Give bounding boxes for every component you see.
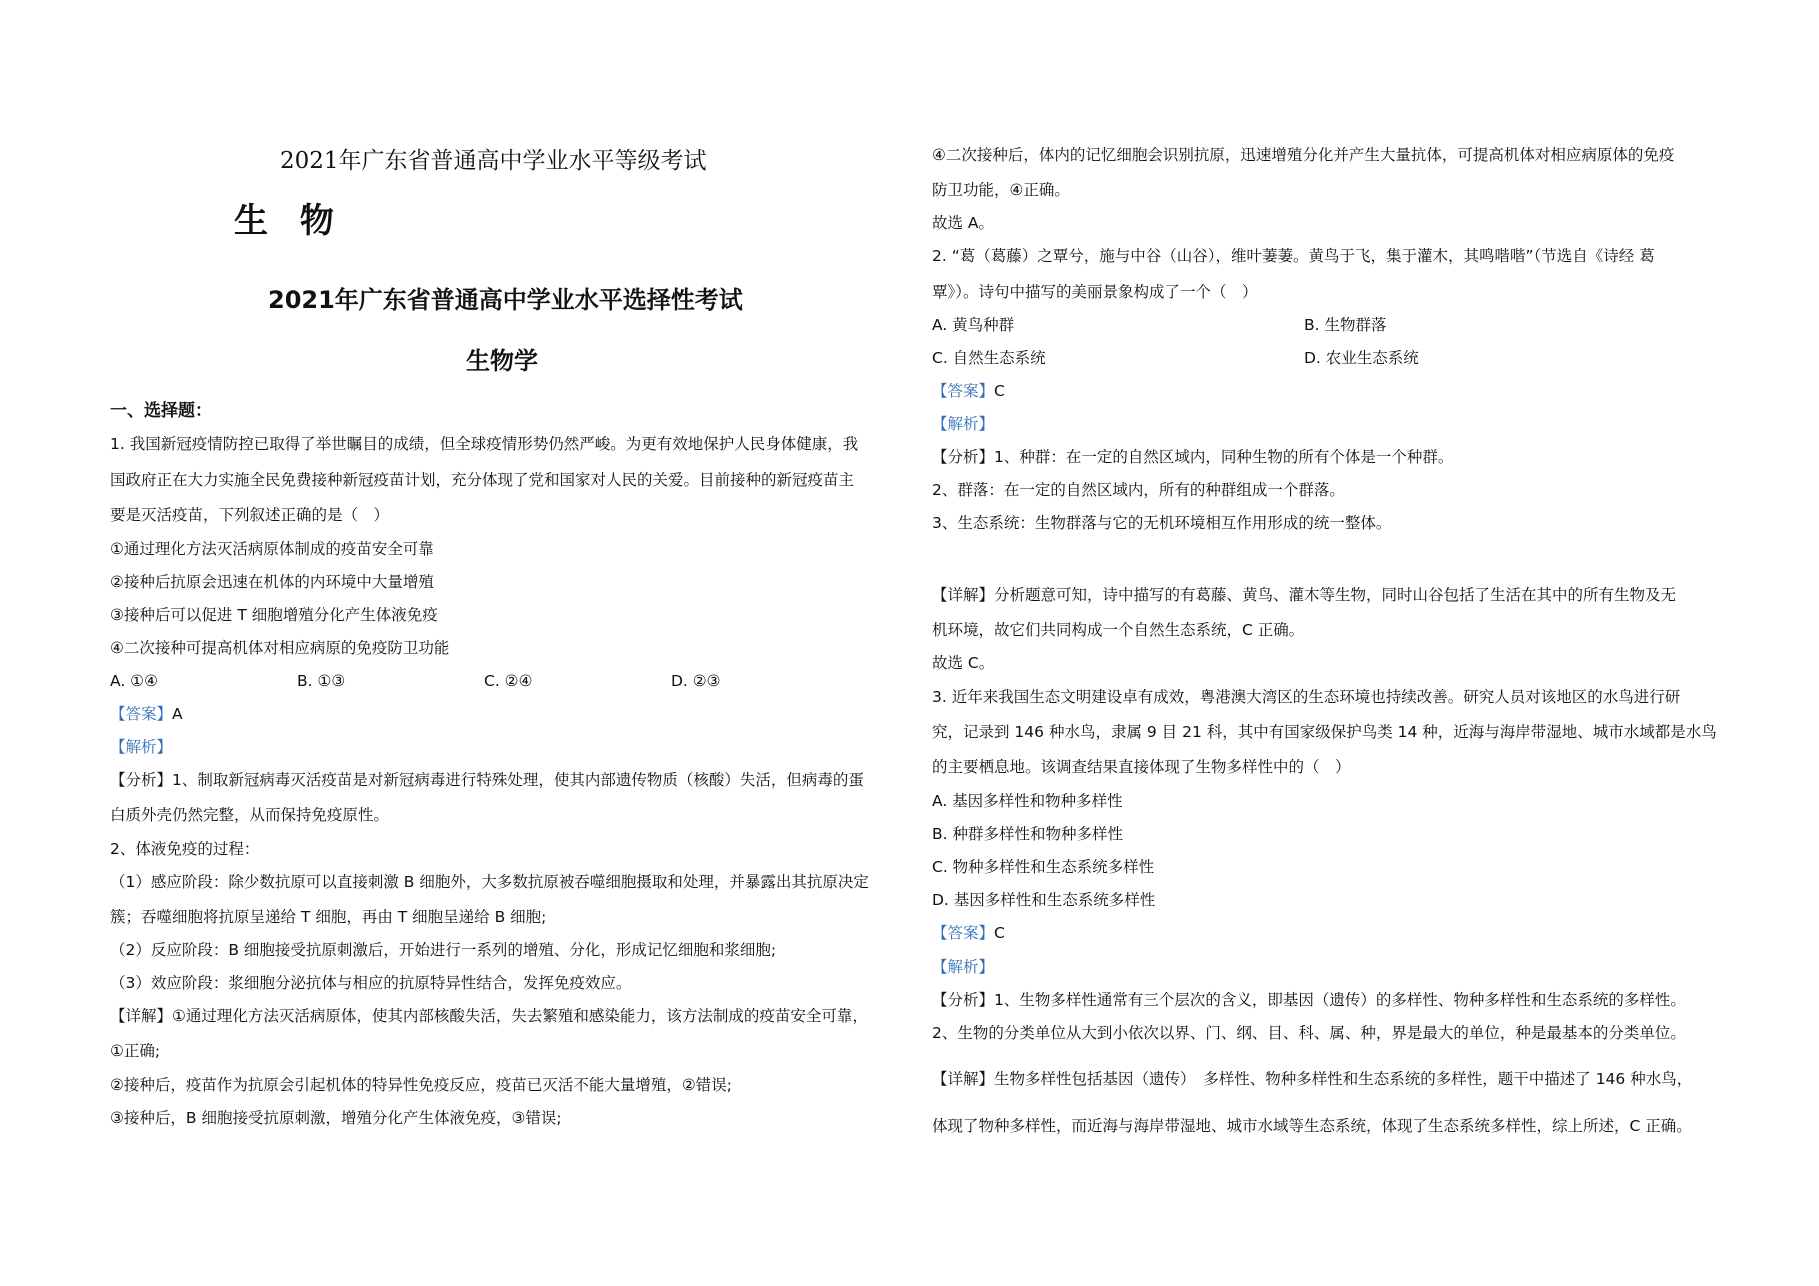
q1-option-d: D. ②③ <box>671 672 721 690</box>
xiangjie-tag: 【详解】 <box>932 586 995 604</box>
q1-stem-line: 国政府正在大力实施全民免费接种新冠疫苗计划，充分体现了党和国家对人民的关爱。目前接种的新冠疫苗主 <box>110 471 855 489</box>
q2-detail-line <box>932 584 1676 606</box>
q1-statement: ②接种后抗原会迅速在机体的内环境中大量增殖 <box>110 573 434 591</box>
q1-option-b: B. ①③ <box>297 672 346 690</box>
q1-stem-line: 1. 我国新冠疫情防控已取得了举世瞩目的成绩，但全球疫情形势仍然严峻。为更有效地保护人民身体健康，我 <box>110 435 859 453</box>
q1-analysis-line: 白质外壳仍然完整，从而保持免疫原性。 <box>110 806 390 824</box>
answer-tag: 【答案】 <box>932 382 995 400</box>
q2-conclusion: 故选 C。 <box>932 654 995 672</box>
q3-answer <box>932 922 1005 944</box>
q3-option-d: D. 基因多样性和生态系统多样性 <box>932 891 1156 909</box>
q3-analysis-tag: 【解析】 <box>932 958 995 976</box>
q2-option-c: C. 自然生态系统 <box>932 349 1046 367</box>
exam-title: 2021年广东省普通高中学业水平等级考试 <box>280 148 707 174</box>
fenxi-text: 1、生物多样性通常有三个层次的含义，即基因（遗传）的多样性、物种多样性和生态系统的多样性。 <box>994 991 1686 1009</box>
q2-analysis-line <box>932 446 1453 468</box>
xiangjie-text: 生物多样性包括基因（遗传） 多样性、物种多样性和生态系统的多样性，题干中描述了 146 种水鸟， <box>994 1070 1693 1088</box>
q3-option-c: C. 物种多样性和生态系统多样性 <box>932 858 1155 876</box>
q1-answer <box>110 703 183 725</box>
q1-detail-line: ④二次接种后，体内的记忆细胞会识别抗原，迅速增殖分化并产生大量抗体，可提高机体对相应病原体的免疫 <box>932 146 1675 164</box>
xiangjie-text: 分析题意可知，诗中描写的有葛藤、黄鸟、灌木等生物，同时山谷包括了生活在其中的所有生物及无 <box>994 586 1677 604</box>
q1-statement: ③接种后可以促进 T 细胞增殖分化产生体液免疫 <box>110 606 438 624</box>
q2-analysis-line: 2、群落：在一定的自然区域内，所有的种群组成一个群落。 <box>932 481 1345 499</box>
q2-answer <box>932 380 1005 402</box>
q2-option-d: D. 农业生态系统 <box>1304 349 1419 367</box>
q2-analysis-line: 3、生态系统：生物群落与它的无机环境相互作用形成的统一整体。 <box>932 514 1392 532</box>
q3-analysis-line: 2、生物的分类单位从大到小依次以界、门、纲、目、科、属、种，界是最大的单位，种是最基本的分类单位。 <box>932 1024 1686 1042</box>
q1-detail-line <box>110 1005 868 1027</box>
section-heading: 一、选择题： <box>110 401 212 421</box>
answer-value: C <box>994 382 1005 400</box>
answer-tag: 【答案】 <box>932 924 995 942</box>
xiangjie-tag: 【详解】 <box>932 1070 995 1088</box>
q3-option-a: A. 基因多样性和物种多样性 <box>932 792 1123 810</box>
q1-option-a: A. ①④ <box>110 672 158 690</box>
q3-analysis-line <box>932 989 1686 1011</box>
subject-title: 生 物 <box>234 201 344 241</box>
q1-detail-line: ①正确; <box>110 1042 161 1060</box>
q2-stem-line: 覃》）。诗句中描写的美丽景象构成了一个（ ） <box>932 283 1258 301</box>
q1-stem-line: 要是灭活疫苗，下列叙述正确的是（ ） <box>110 506 390 524</box>
fenxi-tag: 【分析】 <box>932 448 995 466</box>
q2-detail-line: 机环境，故它们共同构成一个自然生态系统，C 正确。 <box>932 621 1305 639</box>
q1-detail-line: ③接种后，B 细胞接受抗原刺激，增殖分化产生体液免疫，③错误; <box>110 1109 562 1127</box>
q1-analysis-line: （2）反应阶段：B 细胞接受抗原刺激后，开始进行一系列的增殖、分化，形成记忆细胞和浆细胞; <box>110 941 777 959</box>
q3-detail-line <box>932 1068 1692 1090</box>
q2-stem-line: 2. “葛（葛藤）之覃兮，施与中谷（山谷），维叶萋萋。黄鸟于飞，集于灌木，其鸣喈喈”（节选自《诗经 葛 <box>932 247 1655 265</box>
q1-statement: ④二次接种可提高机体对相应病原的免疫防卫功能 <box>110 639 450 657</box>
q1-option-c: C. ②④ <box>484 672 533 690</box>
fenxi-text: 1、种群：在一定的自然区域内，同种生物的所有个体是一个种群。 <box>994 448 1454 466</box>
fenxi-text: 1、制取新冠病毒灭活疫苗是对新冠病毒进行特殊处理，使其内部遗传物质（核酸）失活，但病毒的蛋 <box>172 771 864 789</box>
q1-detail-line: ②接种后，疫苗作为抗原会引起机体的特异性免疫反应，疫苗已灭活不能大量增殖，②错误; <box>110 1076 733 1094</box>
q2-option-b: B. 生物群落 <box>1304 316 1387 334</box>
q1-analysis-line: 2、体液免疫的过程： <box>110 840 260 858</box>
q1-analysis-line: （3）效应阶段：浆细胞分泌抗体与相应的抗原特异性结合，发挥免疫效应。 <box>110 974 632 992</box>
q1-analysis-line: 簇；吞噬细胞将抗原呈递给 T 细胞，再由 T 细胞呈递给 B 细胞; <box>110 908 547 926</box>
fenxi-tag: 【分析】 <box>932 991 995 1009</box>
q3-detail-line: 体现了物种多样性，而近海与海岸带湿地、城市水域等生态系统，体现了生态系统多样性，综上所述，C 正确。 <box>932 1117 1692 1135</box>
answer-tag: 【答案】 <box>110 705 173 723</box>
subject-title-2: 生物学 <box>466 347 538 375</box>
q3-stem-line: 的主要栖息地。该调查结果直接体现了生物多样性中的（ ） <box>932 758 1351 776</box>
q1-conclusion: 故选 A。 <box>932 214 995 232</box>
fenxi-tag: 【分析】 <box>110 771 173 789</box>
answer-value: A <box>172 705 183 723</box>
exam-title-2: 2021年广东省普通高中学业水平选择性考试 <box>268 286 743 314</box>
answer-value: C <box>994 924 1005 942</box>
q1-statement: ①通过理化方法灭活病原体制成的疫苗安全可靠 <box>110 540 434 558</box>
q1-analysis-line: （1）感应阶段：除少数抗原可以直接刺激 B 细胞外，大多数抗原被吞噬细胞摄取和处理，并暴露出其抗原决定 <box>110 873 869 891</box>
q3-stem-line: 3. 近年来我国生态文明建设卓有成效，粤港澳大湾区的生态环境也持续改善。研究人员对该地区的水鸟进行研 <box>932 688 1681 706</box>
q1-detail-line: 防卫功能，④正确。 <box>932 181 1070 199</box>
q2-option-a: A. 黄鸟种群 <box>932 316 1015 334</box>
q1-analysis-tag: 【解析】 <box>110 738 173 756</box>
q1-analysis-line <box>110 769 864 791</box>
xiangjie-text: ①通过理化方法灭活病原体，使其内部核酸失活，失去繁殖和感染能力，该方法制成的疫苗安全可靠， <box>172 1007 868 1025</box>
q3-stem-line: 究，记录到 146 种水鸟，隶属 9 目 21 科，其中有国家级保护鸟类 14 种，近海与海岸带湿地、城市水域都是水鸟 <box>932 723 1717 741</box>
q2-analysis-tag: 【解析】 <box>932 415 995 433</box>
xiangjie-tag: 【详解】 <box>110 1007 173 1025</box>
q3-option-b: B. 种群多样性和物种多样性 <box>932 825 1123 843</box>
